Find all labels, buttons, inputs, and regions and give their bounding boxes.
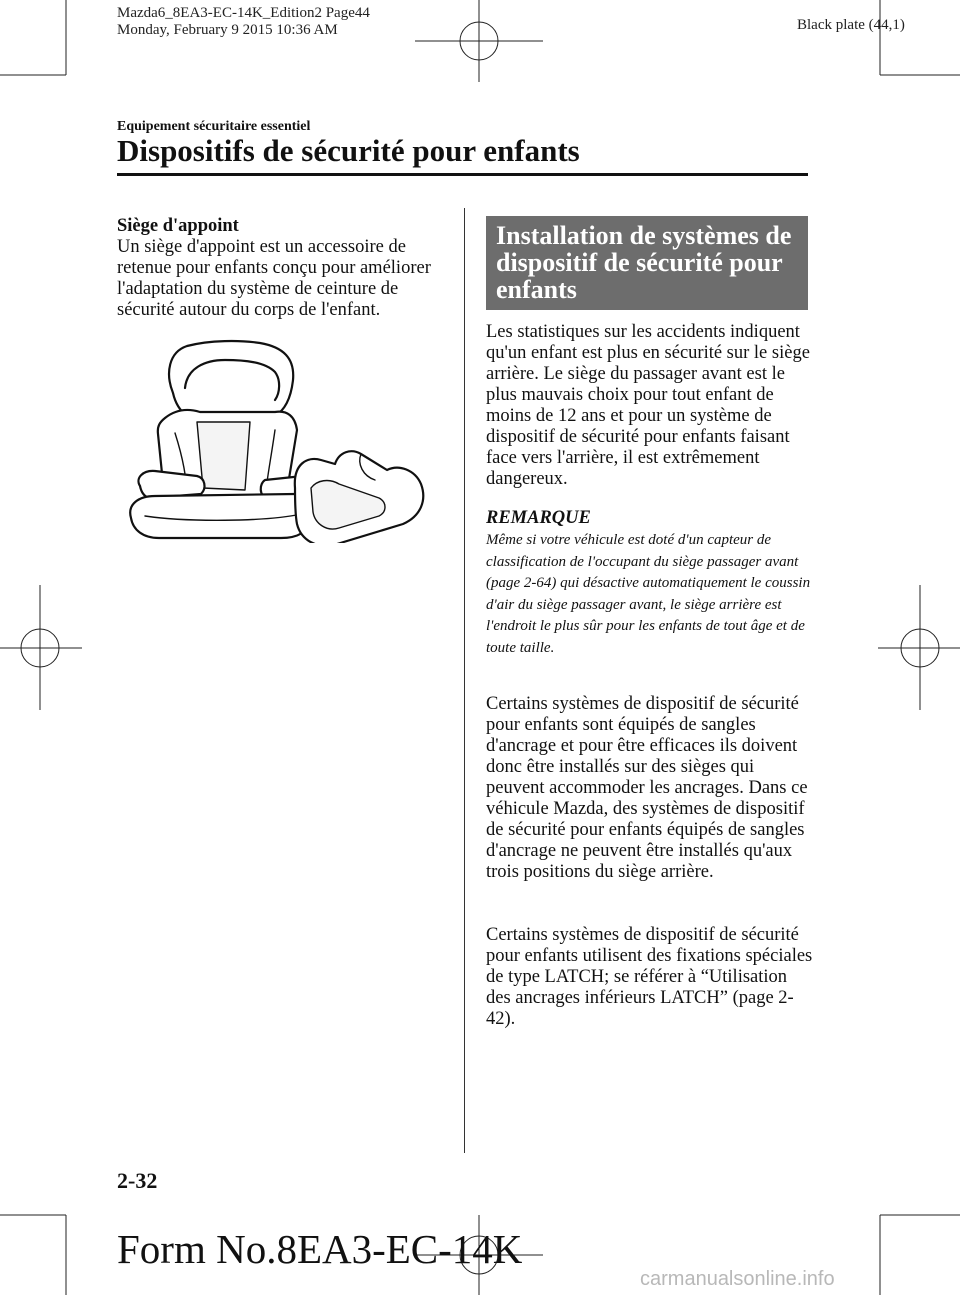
section-name: Equipement sécuritaire essentiel (117, 119, 311, 134)
booster-subheading: Siège d'appoint (117, 216, 239, 236)
page-title: Dispositifs de sécurité pour enfants (117, 133, 580, 168)
title-rule (117, 173, 808, 176)
tether-paragraph: Certains systèmes de dispositif de sécurité pour enfants sont équipés de sangles d'ancrage et pour être efficaces ils doivent donc être installés sur des sièges qui peuvent accommoder les ancrages. Dans ce véhicule Mazda, des systèmes de dispositif de sécurité pour enfants équipés de sangles d'ancrage ne peuvent être installés qu'aux trois positions du siège arrière. (486, 694, 808, 882)
installation-heading-box: Installation de systèmes de dispositif de sécurité pour enfants (486, 216, 808, 310)
booster-paragraph: Un siège d'appoint est un accessoire de retenue pour enfants conçu pour améliorer l'adaptation du système de ceinture de sécurité autour du corps de l'enfant. (117, 237, 431, 320)
form-number: Form No.8EA3-EC-14K (117, 1226, 523, 1272)
page-number: 2-32 (117, 1168, 158, 1193)
watermark: carmanualsonline.info (640, 1268, 835, 1290)
column-divider (464, 208, 465, 1153)
statistics-paragraph: Les statistiques sur les accidents indiquent qu'un enfant est plus en sécurité sur le siège arrière. Le siège du passager avant est le plus mauvais choix pour tout enfant de moins de 12 ans et pour un système de dispositif de sécurité pour enfants faisant face vers l'arrière, il est extrêmement dangereux. (486, 322, 810, 489)
left-column (117, 216, 452, 321)
remark-text: Même si votre véhicule est doté d'un capteur de classification de l'occupant du siège passager avant (page 2-64) qui désactive automatiquement le coussin d'air du siège passager avant, le siège arrière est l'endroit le plus sûr pour les enfants de tout âge et de toute taille. (486, 532, 811, 656)
latch-paragraph: Certains systèmes de dispositif de sécurité pour enfants utilisent des fixations spéciales de type LATCH; se référer à “Utilisation des ancrages inférieurs LATCH” (page 2-42). (486, 925, 813, 1029)
booster-seat-illustration (125, 338, 443, 543)
plate-label: Black plate (44,1) (797, 17, 905, 33)
print-file-line: Mazda6_8EA3-EC-14K_Edition2 Page44 (117, 5, 370, 21)
print-metadata (117, 5, 370, 39)
remark-heading: REMARQUE (486, 508, 591, 528)
print-date-line: Monday, February 9 2015 10:36 AM (117, 22, 338, 38)
